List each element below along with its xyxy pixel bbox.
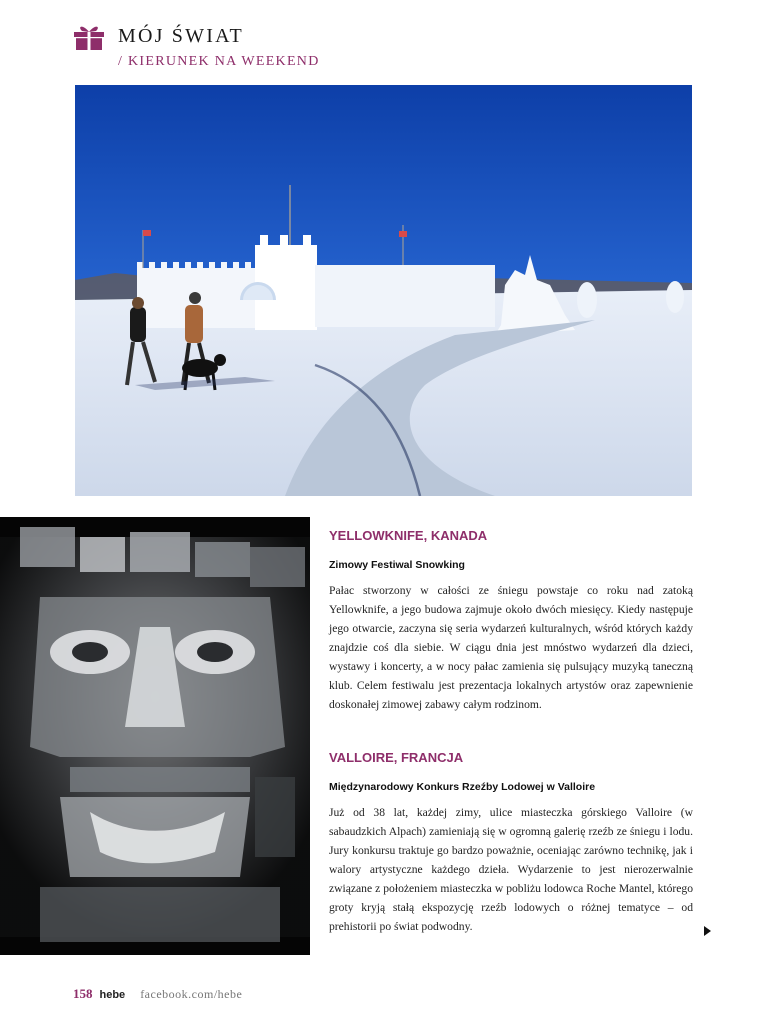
- article-event: Międzynarodowy Konkurs Rzeźby Lodowej w Valloire: [329, 781, 596, 793]
- article-body: Pałac stworzony w całości ze śniegu powstaje co roku nad zatoką Yellowknife, a jego budowa zajmuje około dwóch miesięcy. Kiedy następuje jego otwarcie, zaczyna się seria wydarzeń kulturalnych, wśród których każdy znajdzie coś dla siebie. W ciągu dnia jest mnóstwo wydarzeń dla dzieci, wystawy i koncerty, a w nocy pałac zamienia się pulsujący muzyką taneczną klub. Celem festiwalu jest prezentacja lokalnych artystów oraz zapewnienie doskonałej zimowej zabawy całym rodzinom.: [329, 584, 693, 711]
- facebook-link[interactable]: facebook.com/hebe: [140, 987, 243, 1001]
- section-title: MÓJ ŚWIAT: [118, 25, 244, 47]
- page-number: 158: [73, 986, 93, 1001]
- page-footer: [73, 986, 242, 1002]
- article-valloire: [329, 750, 693, 936]
- article-city: YELLOWKNIFE, KANADA: [329, 528, 488, 543]
- ice-sculpture-face-photo: [0, 517, 310, 955]
- continue-arrow-icon: [704, 926, 711, 936]
- gift-icon: [73, 23, 105, 51]
- article-body: Już od 38 lat, każdej zimy, ulice miasteczka górskiego Valloire (w sabaudzkich Alpach) zamieniają się w ogromną galerię rzeźb ze śniegu i lodu. Jury konkursu traktuje go bardzo poważnie, oceniając zarówno technikę, jak i walory artystyczne każdego dzieła. Wydarzenie to jest nierozerwalnie związane z położeniem miasteczka w pobliżu lodowca Roche Mantel, którego groty kryją stałą ekspozycję rzeźb lodowych o różnej tematyce – od prehistorii po świat podwodny.: [329, 806, 693, 933]
- article-column: [329, 528, 693, 936]
- article-city: VALLOIRE, FRANCJA: [329, 750, 464, 765]
- article-event: Zimowy Festiwal Snowking: [329, 559, 465, 571]
- snow-castle-photo: [75, 85, 692, 496]
- section-subtitle: / KIERUNEK NA WEEKEND: [118, 54, 320, 69]
- brand-logo: hebe: [99, 989, 126, 1001]
- article-yellowknife: [329, 528, 693, 714]
